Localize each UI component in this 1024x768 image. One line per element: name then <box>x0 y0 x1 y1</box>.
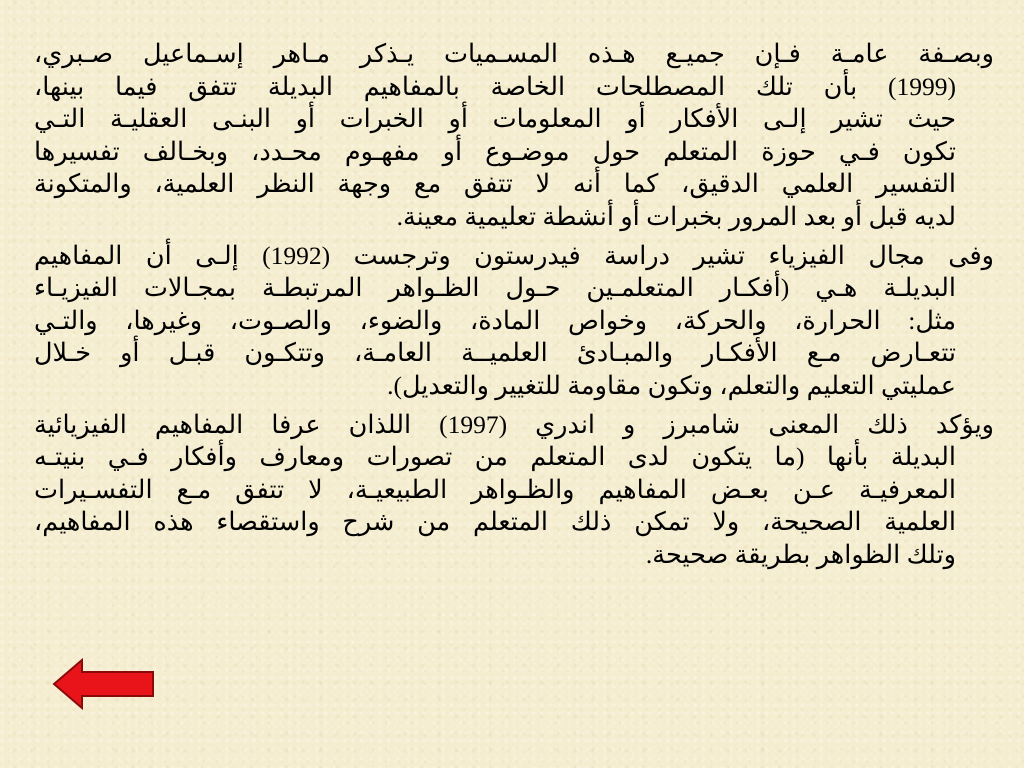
paragraph-3-line-5: وتلك الظواهر بطريقة صحيحة. <box>645 539 956 569</box>
paragraph-3 <box>34 409 994 572</box>
back-button[interactable] <box>52 658 156 710</box>
paragraph-1 <box>34 38 994 234</box>
paragraph-3-line-1: ويؤكد ذلك المعنى شامبرز و اندري (1997) اللذان عرفا المفاهيم الفيزيائية <box>34 409 994 439</box>
paragraph-2-line-2: البديلـة هـي (أفكـار المتعلمـين حـول الظـواهر المرتبطـة بمجـالات الفيزيـاء <box>34 273 956 303</box>
paragraph-2 <box>34 240 994 403</box>
paragraph-3-line-3: المعرفيـة عـن بعـض المفاهيم والظـواهر الطبيعيـة، لا تتفق مـع التفسـيرات <box>34 474 956 504</box>
paragraph-3-line-4: العلمية الصحيحة، ولا تمكن ذلك المتعلم من شرح واستقصاء هذه المفاهيم، <box>34 507 956 537</box>
paragraph-1-line-1: وبصـفة عامـة فـإن جميـع هـذه المسـميات يـذكر مـاهر إسـماعيل صـبري، <box>34 39 994 68</box>
paragraph-2-line-5: عمليتي التعليم والتعلم، وتكون مقاومة للتغيير والتعديل). <box>387 370 956 400</box>
slide-text-body <box>34 38 994 578</box>
paragraph-2-line-4: تتعـارض مـع الأفكـار والمبـادئ العلميــة العامـة، وتتكـون قبـل أو خـلال <box>34 338 956 368</box>
paragraph-1-line-3: حيث تشير إلـى الأفكار أو المعلومات أو الخبرات أو البنـى العقليـة التـي <box>34 104 956 134</box>
left-arrow-shape <box>54 660 153 708</box>
left-arrow-icon <box>52 658 156 710</box>
paragraph-1-line-2: (1999) بأن تلك المصطلحات الخاصة بالمفاهيم البديلة تتفق فيما بينها، <box>34 71 956 101</box>
paragraph-1-line-4: تكون فـي حوزة المتعلم حول موضـوع أو مفهـوم محـدد، وبخـالف تفسيرها <box>34 136 956 166</box>
paragraph-3-line-2: البديلة بأنها (ما يتكون لدى المتعلم من تصورات ومعارف وأفكار فـي بنيتـه <box>34 442 956 472</box>
paragraph-2-line-1: وفى مجال الفيزياء تشير دراسة فيدرستون وترجست (1992) إلـى أن المفاهيم <box>34 240 994 270</box>
paragraph-1-line-5: التفسير العلمي الدقيق، كما أنه لا تتفق مع وجهة النظر العلمية، والمتكونة <box>34 169 956 199</box>
paragraph-2-line-3: مثل: الحرارة، والحركة، وخواص المادة، والضوء، والصـوت، وغيرها، والتـي <box>34 305 956 335</box>
paragraph-1-line-6: لديه قبل أو بعد المرور بخبرات أو أنشطة تعليمية معينة. <box>396 201 956 231</box>
